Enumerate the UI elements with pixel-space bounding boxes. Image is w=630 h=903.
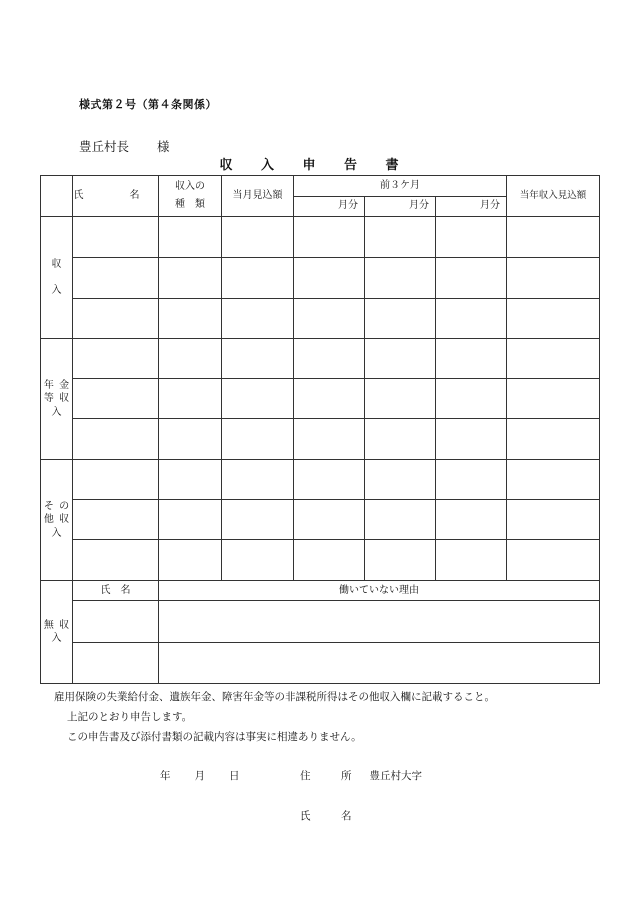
income-row-1-annual[interactable]	[507, 217, 600, 258]
addressee	[79, 137, 170, 155]
income-row-3-current[interactable]	[222, 298, 294, 338]
pension-row-3-current[interactable]	[222, 419, 294, 459]
other-row-3-kind[interactable]	[159, 540, 222, 581]
section-other-char-3: 他	[43, 514, 54, 526]
pension-row-3-m3[interactable]	[436, 419, 507, 459]
section-other-label	[41, 459, 73, 581]
section-pension-char-4: 収	[59, 393, 70, 405]
income-row-2-m1[interactable]	[294, 258, 365, 298]
pension-row-2-m2[interactable]	[365, 379, 436, 419]
income-row-3-kind[interactable]	[159, 298, 222, 338]
section-income-char-1: 収	[51, 258, 62, 270]
document-title: 収 入 申 告 書	[219, 158, 411, 173]
address-label: 住 所	[300, 770, 362, 782]
section-pension-char-5: 入	[51, 406, 62, 418]
pension-row-3-kind[interactable]	[159, 419, 222, 459]
date-year-label: 年	[160, 770, 171, 782]
other-row-2-m1[interactable]	[294, 499, 365, 539]
section-other-char-5: 入	[51, 527, 62, 539]
date-month-label: 月	[194, 770, 205, 782]
income-row-3-m3[interactable]	[436, 298, 507, 338]
pension-row-1-m1[interactable]	[294, 338, 365, 378]
section-no-income-char-3: 入	[51, 633, 62, 645]
section-pension-char-2: 金	[59, 379, 70, 391]
pension-row-2-m1[interactable]	[294, 379, 365, 419]
other-row-3-m1[interactable]	[294, 540, 365, 581]
section-pension-char-1: 年	[43, 379, 54, 391]
income-row-1-m3[interactable]	[436, 217, 507, 258]
income-row-3-annual[interactable]	[507, 298, 600, 338]
section-no-income-char-1: 無	[43, 619, 54, 631]
income-row-2-m2[interactable]	[365, 258, 436, 298]
income-row-1-m1[interactable]	[294, 217, 365, 258]
section-no-income-label	[41, 581, 73, 684]
other-row-1-m3[interactable]	[436, 459, 507, 499]
other-row-1-name[interactable]	[73, 459, 159, 499]
income-row-1-current[interactable]	[222, 217, 294, 258]
date-day-label: 日	[229, 770, 240, 782]
header-income-kind-line2: 種 類	[175, 199, 205, 211]
addressee-honorific: 様	[157, 139, 170, 154]
income-row-2-m3[interactable]	[436, 258, 507, 298]
pension-row-3-annual[interactable]	[507, 419, 600, 459]
form-number: 様式第２号（第４条関係）	[79, 98, 217, 111]
income-row-1-kind[interactable]	[159, 217, 222, 258]
pension-row-2-kind[interactable]	[159, 379, 222, 419]
header-income-kind	[159, 176, 222, 217]
income-row-2-current[interactable]	[222, 258, 294, 298]
income-row-2-kind[interactable]	[159, 258, 222, 298]
signature-address	[300, 768, 422, 783]
other-row-1-kind[interactable]	[159, 459, 222, 499]
header-annual-estimate: 当年収入見込額	[507, 176, 600, 217]
pension-row-1-m2[interactable]	[365, 338, 436, 378]
other-row-1-annual[interactable]	[507, 459, 600, 499]
header-month-1: 月分	[294, 197, 365, 217]
other-row-3-m3[interactable]	[436, 540, 507, 581]
income-row-2-annual[interactable]	[507, 258, 600, 298]
no-income-row-1-reason[interactable]	[159, 601, 600, 642]
pension-row-2-current[interactable]	[222, 379, 294, 419]
no-income-header-reason: 働いていない理由	[159, 581, 600, 601]
section-other-char-1: そ	[43, 500, 54, 512]
pension-row-1-kind[interactable]	[159, 338, 222, 378]
other-row-2-current[interactable]	[222, 499, 294, 539]
other-row-1-m2[interactable]	[365, 459, 436, 499]
notes-block	[54, 687, 495, 747]
header-name: 氏 名	[73, 176, 159, 217]
pension-row-1-m3[interactable]	[436, 338, 507, 378]
no-income-row-2-name[interactable]	[73, 642, 159, 683]
other-row-3-name[interactable]	[73, 540, 159, 581]
note-nontaxable-income: 雇用保険の失業給付金、遺族年金、障害年金等の非課税所得はその他収入欄に記載すること。	[54, 691, 495, 703]
income-row-1-m2[interactable]	[365, 217, 436, 258]
income-declaration-table	[40, 175, 600, 684]
income-row-3-m1[interactable]	[294, 298, 365, 338]
pension-row-2-m3[interactable]	[436, 379, 507, 419]
address-value: 豊丘村大字	[369, 770, 422, 782]
header-month-3: 月分	[436, 197, 507, 217]
income-row-1-name[interactable]	[73, 217, 159, 258]
other-row-2-m2[interactable]	[365, 499, 436, 539]
header-current-month: 当月見込額	[222, 176, 294, 217]
note-attestation: この申告書及び添付書類の記載内容は事実に相違ありません。	[67, 731, 362, 743]
no-income-header-name: 氏 名	[73, 581, 159, 601]
other-row-1-m1[interactable]	[294, 459, 365, 499]
other-row-3-m2[interactable]	[365, 540, 436, 581]
section-income-label	[41, 217, 73, 339]
pension-row-3-m1[interactable]	[294, 419, 365, 459]
other-row-1-current[interactable]	[222, 459, 294, 499]
other-row-2-name[interactable]	[73, 499, 159, 539]
section-other-char-4: 収	[59, 514, 70, 526]
signature-name-label: 氏 名	[300, 810, 362, 822]
header-prev-3-months: 前３ケ月	[294, 176, 507, 197]
section-no-income-char-2: 収	[59, 619, 70, 631]
header-corner	[41, 176, 73, 217]
section-income-char-2: 入	[51, 284, 62, 296]
income-row-2-name[interactable]	[73, 258, 159, 298]
other-row-2-m3[interactable]	[436, 499, 507, 539]
no-income-row-1-name[interactable]	[73, 601, 159, 642]
pension-row-2-annual[interactable]	[507, 379, 600, 419]
no-income-row-2-reason[interactable]	[159, 642, 600, 683]
pension-row-1-name[interactable]	[73, 338, 159, 378]
header-income-kind-line1: 収入の	[175, 180, 205, 192]
addressee-name: 豊丘村長	[79, 139, 130, 154]
other-row-3-annual[interactable]	[507, 540, 600, 581]
pension-row-1-current[interactable]	[222, 338, 294, 378]
other-row-2-kind[interactable]	[159, 499, 222, 539]
income-row-3-m2[interactable]	[365, 298, 436, 338]
section-pension-label	[41, 338, 73, 459]
other-row-3-current[interactable]	[222, 540, 294, 581]
pension-row-1-annual[interactable]	[507, 338, 600, 378]
income-row-3-name[interactable]	[73, 298, 159, 338]
section-pension-char-3: 等	[43, 393, 54, 405]
note-declaration: 上記のとおり申告します。	[67, 711, 193, 723]
header-month-2: 月分	[365, 197, 436, 217]
section-other-char-2: の	[59, 500, 70, 512]
other-row-2-annual[interactable]	[507, 499, 600, 539]
pension-row-3-name[interactable]	[73, 419, 159, 459]
pension-row-2-name[interactable]	[73, 379, 159, 419]
pension-row-3-m2[interactable]	[365, 419, 436, 459]
signature-date	[160, 768, 264, 783]
